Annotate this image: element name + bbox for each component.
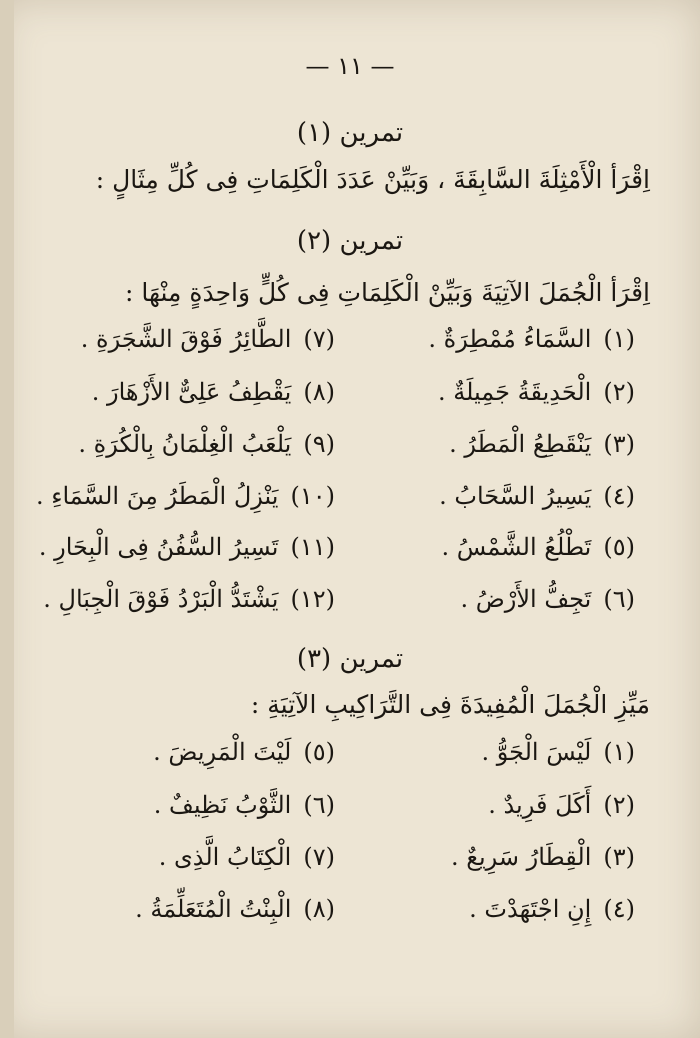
exercise-2-row xyxy=(78,430,635,470)
exercise-2-instruction: اِقْرَأ الْجُمَلَ الآتِيَةَ وَبَيِّنْ الْكَلِمَاتِ فِى كُلٍّ وَاحِدَةٍ مِنْهَا : xyxy=(124,278,650,307)
phrase-item: (٥)لَيْتَ الْمَرِيضَ . xyxy=(153,738,335,766)
exercise-2-title: تمرين (٢) xyxy=(296,226,404,256)
sentence-item: (٣)يَنْقَطِعُ الْمَطَرُ . xyxy=(449,430,635,458)
exercise-1-instruction: اِقْرَأ الْأَمْثِلَةَ السَّابِقَةَ ، وَبَيِّنْ عَدَدَ الْكَلِمَاتِ فِى كُلِّ مِثَالٍ : xyxy=(95,165,650,194)
page-number: — ١١ — xyxy=(305,52,395,80)
exercise-2-row xyxy=(90,378,635,418)
exercise-3-row xyxy=(90,843,635,883)
exercise-3-row xyxy=(90,791,635,831)
phrase-item: (٦)الثَّوْبُ نَظِيفٌ . xyxy=(153,791,335,819)
sentence-item: (٥)تَطْلُعُ الشَّمْسُ . xyxy=(441,533,635,561)
sentence-item: (٦)تَجِفُّ الأَرْضُ . xyxy=(460,585,635,613)
phrase-item: (٣)الْقِطَارُ سَرِيعٌ . xyxy=(450,843,635,871)
exercise-2-row xyxy=(35,482,635,522)
sentence-item: (١)السَّمَاءُ مُمْطِرَةٌ . xyxy=(428,325,635,353)
phrase-item: (٧)الْكِتَابُ الَّذِى . xyxy=(158,843,335,871)
exercise-3-instruction: مَيِّزِ الْجُمَلَ الْمُفِيدَةَ فِى التَّرَاكِيبِ الآتِيَةِ : xyxy=(250,690,650,719)
sentence-item: (٧)الطَّائِرُ فَوْقَ الشَّجَرَةِ . xyxy=(80,325,335,353)
exercise-3-row xyxy=(90,895,635,935)
exercise-2-row xyxy=(80,325,635,365)
exercise-2-row xyxy=(43,585,635,625)
sentence-item: (٩)يَلْعَبُ الْغِلْمَانُ بِالْكُرَةِ . xyxy=(78,430,335,458)
sentence-item: (١١)تَسِيرُ السُّفُنُ فِى الْبِحَارِ . xyxy=(38,533,335,561)
sentence-item: (٢)الْحَدِيقَةُ جَمِيلَةٌ . xyxy=(437,378,635,406)
phrase-item: (٨)الْبِنْتُ الْمُتَعَلِّمَةُ . xyxy=(135,895,335,923)
sentence-item: (٨)يَقْطِفُ عَلِىٌّ الأَزْهَارَ . xyxy=(91,378,335,406)
sentence-item: (١٠)يَنْزِلُ الْمَطَرُ مِنَ السَّمَاءِ . xyxy=(35,482,335,510)
phrase-item: (٢)أَكَلَ فَرِيدٌ . xyxy=(488,791,635,819)
sentence-item: (١٢)يَشْتَدُّ الْبَرْدُ فَوْقَ الْجِبَالِ . xyxy=(43,585,335,613)
sentence-item: (٤)يَسِيرُ السَّحَابُ . xyxy=(439,482,635,510)
exercise-3-row xyxy=(90,738,635,778)
phrase-item: (١)لَيْسَ الْجَوُّ . xyxy=(481,738,635,766)
exercise-3-title: تمرين (٣) xyxy=(296,644,404,674)
phrase-item: (٤)إِنِ اجْتَهَدْتَ . xyxy=(469,895,635,923)
exercise-2-row xyxy=(38,533,635,573)
exercise-1-title: تمرين (١) xyxy=(296,118,404,148)
